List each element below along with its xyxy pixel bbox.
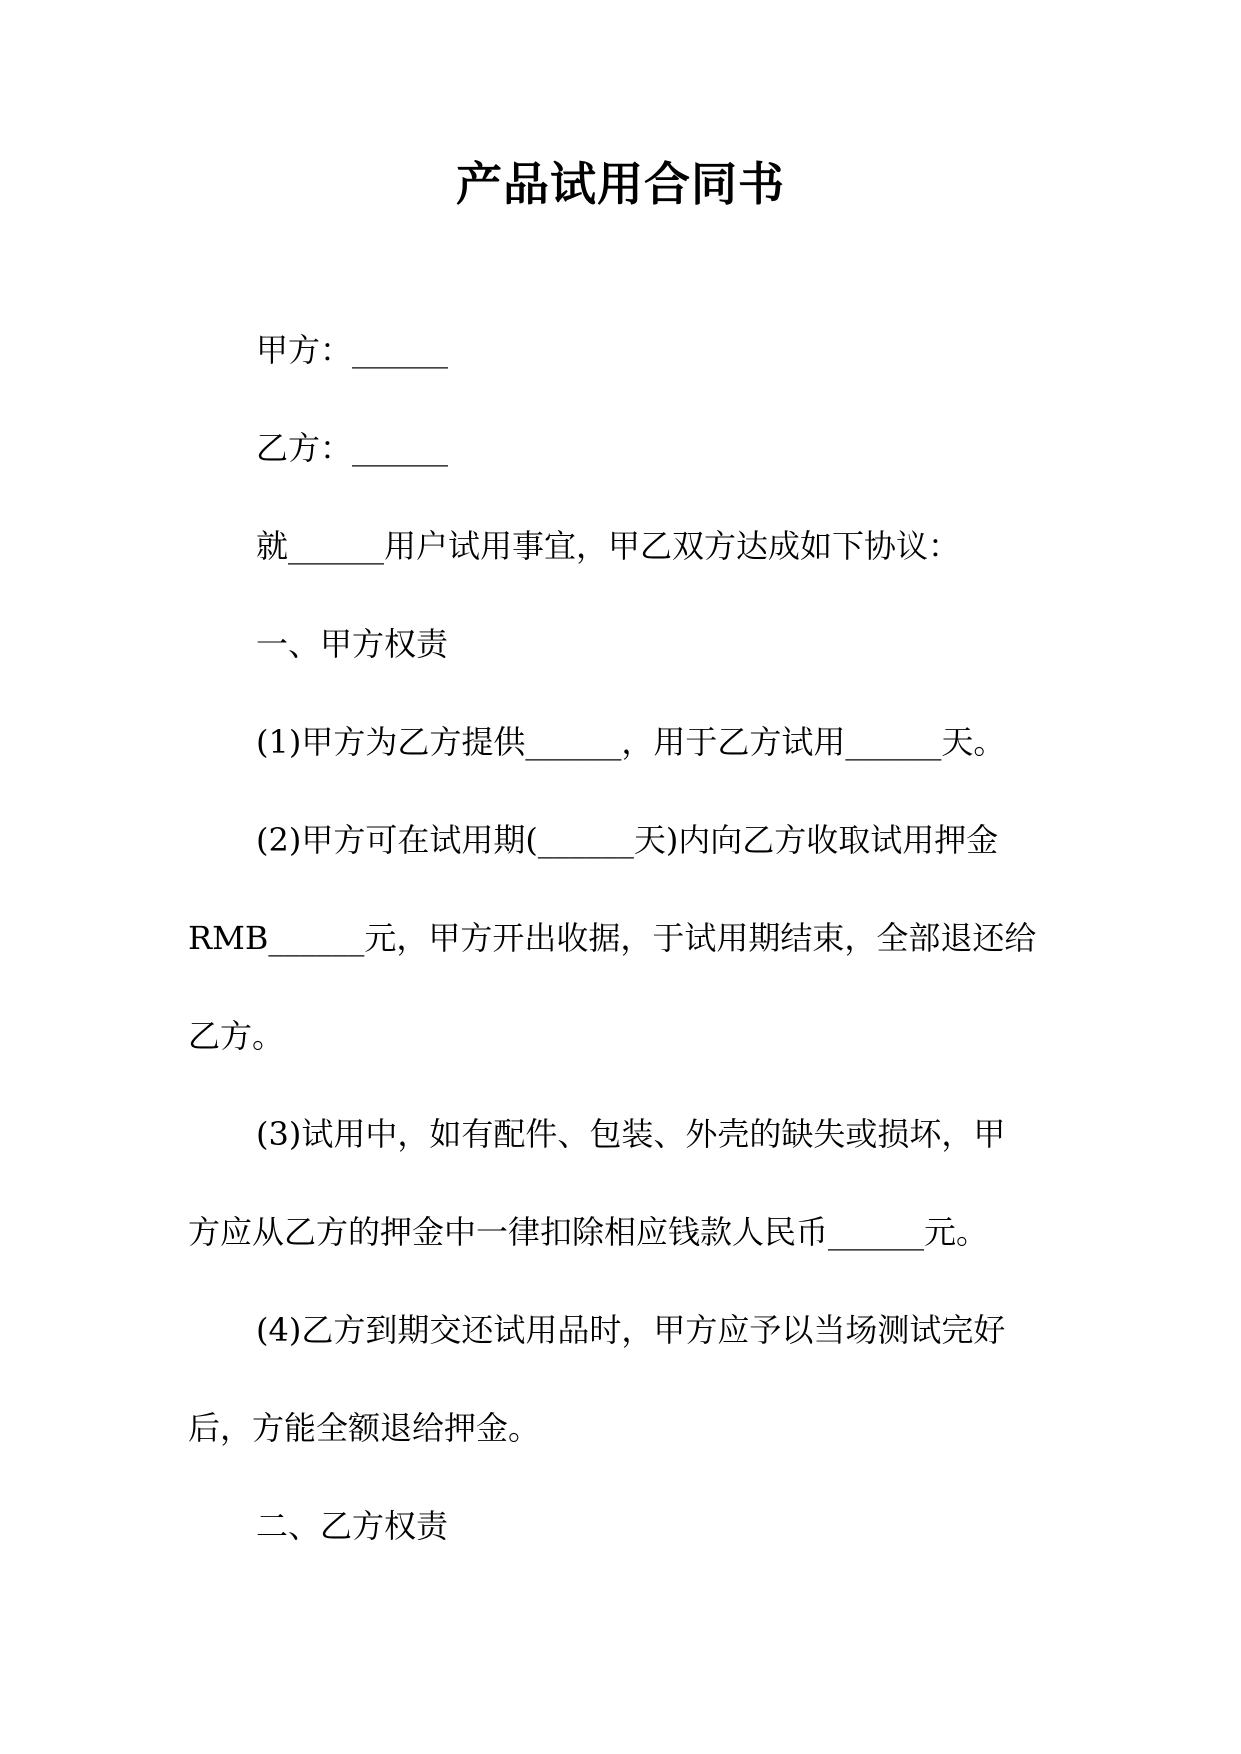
document-body (188, 301, 1048, 1575)
clause-3-line-2: 方应从乙方的押金中一律扣除相应钱款人民币______元。 (188, 1213, 989, 1251)
clause-4-line-2: 后，方能全额退给押金。 (188, 1409, 541, 1447)
clause-4-line-1: (4)乙方到期交还试用品时，甲方应予以当场测试完好 (256, 1311, 1006, 1349)
document-title: 产品试用合同书 (456, 157, 785, 211)
clause-2-line-3: 乙方。 (188, 1017, 285, 1055)
section-heading-party-a: 一、甲方权责 (256, 625, 449, 663)
clause-2-line-2: RMB______元，甲方开出收据，于试用期结束，全部退还给 (188, 919, 1037, 957)
party-a-line: 甲方：______ (256, 331, 449, 369)
clause-3-line-1: (3)试用中，如有配件、包装、外壳的缺失或损坏，甲 (256, 1115, 1006, 1153)
clause-2-line-1: (2)甲方可在试用期(______天)内向乙方收取试用押金 (256, 821, 999, 859)
agreement-intro: 就______用户试用事宜，甲乙双方达成如下协议： (256, 527, 961, 565)
section-heading-party-b: 二、乙方权责 (256, 1507, 449, 1545)
party-b-line: 乙方：______ (256, 429, 449, 467)
clause-1: (1)甲方为乙方提供______，用于乙方试用______天。 (256, 723, 1006, 761)
